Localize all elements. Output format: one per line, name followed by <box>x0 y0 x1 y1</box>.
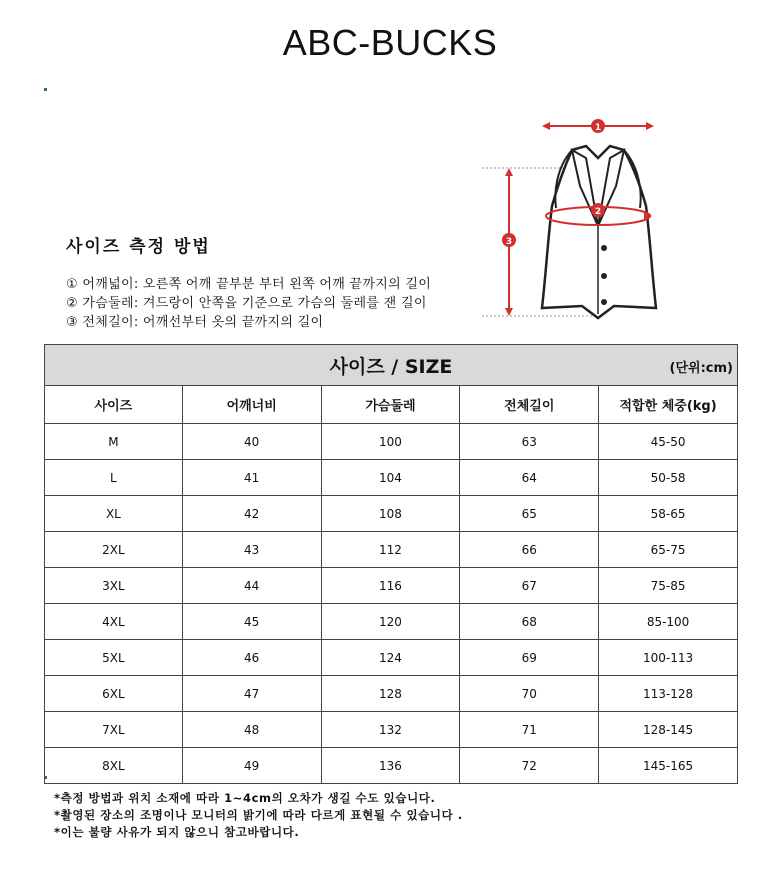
cell-length: 72 <box>460 748 599 784</box>
marker-1: 1 <box>594 123 602 133</box>
cell-weight: 100-113 <box>599 640 738 676</box>
cell-chest: 112 <box>321 532 460 568</box>
cell-shoulder: 46 <box>182 640 321 676</box>
col-header-chest: 가슴둘레 <box>321 386 460 424</box>
cell-size: 5XL <box>45 640 183 676</box>
cell-weight: 50-58 <box>599 460 738 496</box>
size-table <box>44 344 738 784</box>
decor-dot <box>44 88 47 91</box>
cell-chest: 120 <box>321 604 460 640</box>
vest-icon <box>476 108 676 323</box>
table-row <box>45 568 738 604</box>
cell-size: L <box>45 460 183 496</box>
brand-title: ABC-BUCKS <box>282 22 498 63</box>
measure-line-shoulder: ① 어깨넓이: 오른쪽 어깨 끝부분 부터 왼쪽 어깨 끝까지의 길이 <box>66 277 432 292</box>
shoulder-arrow <box>542 119 654 133</box>
cell-length: 69 <box>460 640 599 676</box>
cell-size: XL <box>45 496 183 532</box>
cell-shoulder: 44 <box>182 568 321 604</box>
table-row <box>45 424 738 460</box>
cell-length: 71 <box>460 712 599 748</box>
table-row <box>45 532 738 568</box>
cell-chest: 132 <box>321 712 460 748</box>
measure-method-section <box>66 232 431 332</box>
cell-length: 67 <box>460 568 599 604</box>
col-header-length: 전체길이 <box>460 386 599 424</box>
col-header-size: 사이즈 <box>45 386 183 424</box>
cell-length: 63 <box>460 424 599 460</box>
table-row <box>45 640 738 676</box>
cell-shoulder: 49 <box>182 748 321 784</box>
cell-chest: 116 <box>321 568 460 604</box>
cell-chest: 100 <box>321 424 460 460</box>
cell-size: 6XL <box>45 676 183 712</box>
marker-3: 3 <box>505 237 513 247</box>
table-unit: (단위:cm) <box>669 361 733 376</box>
measure-line-chest: ② 가슴둘레: 겨드랑이 안쪽을 기준으로 가슴의 둘레를 잰 길이 <box>66 296 427 311</box>
notes-section <box>54 790 463 841</box>
note-line: *이는 불량 사유가 되지 않으니 참고바랍니다. <box>54 825 300 839</box>
table-row <box>45 748 738 784</box>
table-title: 사이즈 / SIZE <box>329 355 453 378</box>
cell-chest: 108 <box>321 496 460 532</box>
cell-weight: 128-145 <box>599 712 738 748</box>
cell-chest: 136 <box>321 748 460 784</box>
cell-shoulder: 40 <box>182 424 321 460</box>
note-line: *촬영된 장소의 조명이나 모니터의 밝기에 따라 다르게 표현될 수 있습니다 . <box>54 808 463 822</box>
cell-shoulder: 48 <box>182 712 321 748</box>
cell-weight: 58-65 <box>599 496 738 532</box>
cell-length: 68 <box>460 604 599 640</box>
cell-weight: 113-128 <box>599 676 738 712</box>
cell-shoulder: 47 <box>182 676 321 712</box>
vest-diagram <box>476 108 676 323</box>
cell-chest: 124 <box>321 640 460 676</box>
cell-size: 8XL <box>45 748 183 784</box>
table-row <box>45 460 738 496</box>
cell-size: 7XL <box>45 712 183 748</box>
length-arrow <box>502 168 516 316</box>
marker-2: 2 <box>594 207 602 217</box>
note-line: *측정 방법과 위치 소재에 따라 1~4cm의 오차가 생길 수도 있습니다. <box>54 791 436 805</box>
col-header-shoulder: 어깨너비 <box>182 386 321 424</box>
cell-size: 3XL <box>45 568 183 604</box>
cell-shoulder: 43 <box>182 532 321 568</box>
cell-length: 66 <box>460 532 599 568</box>
cell-chest: 128 <box>321 676 460 712</box>
cell-shoulder: 45 <box>182 604 321 640</box>
table-row <box>45 604 738 640</box>
measure-method-title: 사이즈 측정 방법 <box>66 237 211 257</box>
table-row <box>45 676 738 712</box>
cell-size: 2XL <box>45 532 183 568</box>
cell-chest: 104 <box>321 460 460 496</box>
table-row <box>45 712 738 748</box>
cell-weight: 65-75 <box>599 532 738 568</box>
table-header-row <box>45 386 738 424</box>
cell-shoulder: 42 <box>182 496 321 532</box>
table-title-row <box>45 345 738 386</box>
cell-length: 65 <box>460 496 599 532</box>
cell-size: 4XL <box>45 604 183 640</box>
table-row <box>45 496 738 532</box>
cell-weight: 45-50 <box>599 424 738 460</box>
cell-size: M <box>45 424 183 460</box>
cell-length: 64 <box>460 460 599 496</box>
col-header-weight: 적합한 체중(kg) <box>599 386 738 424</box>
cell-length: 70 <box>460 676 599 712</box>
cell-weight: 85-100 <box>599 604 738 640</box>
cell-weight: 145-165 <box>599 748 738 784</box>
measure-line-length: ③ 전체길이: 어깨선부터 옷의 끝까지의 길이 <box>66 315 324 330</box>
cell-shoulder: 41 <box>182 460 321 496</box>
cell-weight: 75-85 <box>599 568 738 604</box>
